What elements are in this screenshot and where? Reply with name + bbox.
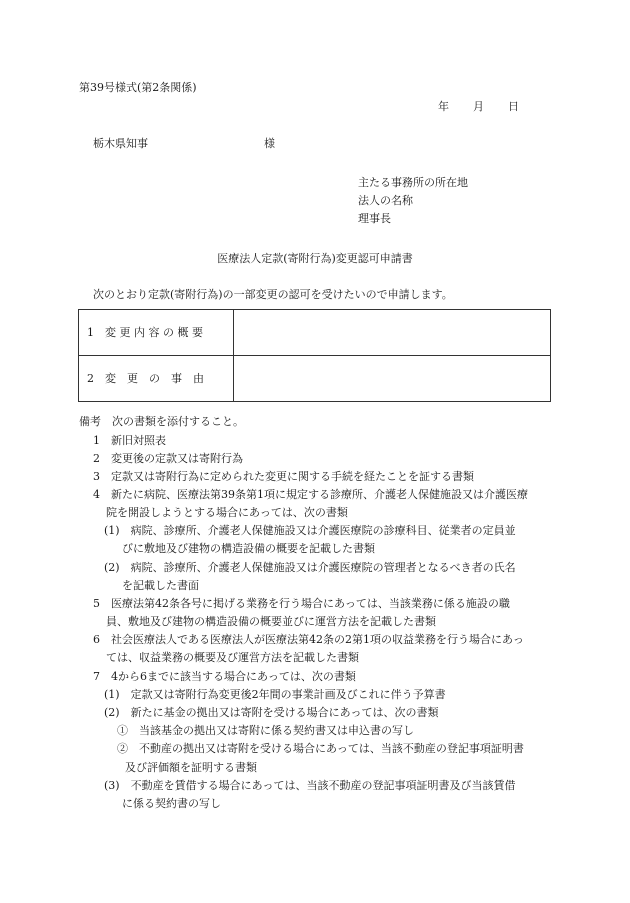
remark-item-3: 3 定款又は寄附行為に定められた変更に関する手続を経たことを証する書類 [93, 470, 474, 483]
addressee: 栃木県知事 [93, 137, 148, 150]
applicant-director-label: 理事長 [358, 212, 391, 225]
applicant-name-label: 法人の名称 [358, 194, 413, 207]
application-table [78, 309, 551, 402]
row-value-change-reason[interactable] [234, 356, 551, 402]
table-row [79, 310, 551, 356]
remark-item-7: 7 4から6までに該当する場合にあっては、次の書類 [93, 670, 356, 683]
remark-item-4-1: (1) 病院、診療所、介護老人保健施設又は介護医療院の診療科目、従業者の定員並 [104, 524, 516, 537]
remark-item-7-3: (3) 不動産を賃借する場合にあっては、当該不動産の登記事項証明書及び当該賃借 [104, 779, 516, 792]
date-day: 日 [508, 100, 519, 113]
row-label-change-reason: 2 変 更 の 事 由 [79, 356, 234, 402]
remark-item-7-2-circled-2: ② 不動産の拠出又は寄附を受ける場合にあっては、当該不動産の登記事項証明書 [117, 742, 524, 755]
remark-item-4: 4 新たに病院、医療法第39条第1項に規定する診療所、介護老人保健施設又は介護医療 [93, 488, 528, 501]
remark-item-7-2-circled-1: ① 当該基金の拠出又は寄附に係る契約書又は申込書の写し [117, 724, 414, 737]
remark-item-7-3-cont: に係る契約書の写し [122, 797, 221, 810]
remark-item-6-cont: ては、収益業務の概要及び運営方法を記載した書類 [106, 651, 359, 664]
remark-item-7-2-circled-2-cont: 及び評価額を証明する書類 [125, 761, 257, 774]
intro-text: 次のとおり定款(寄附行為)の一部変更の認可を受けたいので申請します。 [93, 288, 453, 301]
remark-item-7-2: (2) 新たに基金の拠出又は寄附を受ける場合にあっては、次の書類 [104, 706, 439, 719]
remark-item-2: 2 変更後の定款又は寄附行為 [93, 452, 243, 465]
remark-item-4-2: (2) 病院、診療所、介護老人保健施設又は介護医療院の管理者となるべき者の氏名 [104, 561, 516, 574]
table-row [79, 356, 551, 402]
remarks-heading: 備考 次の書類を添付すること。 [79, 415, 244, 428]
remark-item-6: 6 社会医療法人である医療法人が医療法第42条の2第1項の収益業務を行う場合にあっ [93, 633, 524, 646]
remark-item-5: 5 医療法第42条各号に掲げる業務を行う場合にあっては、当該業務に係る施設の職 [93, 597, 510, 610]
remark-item-4-2-cont: を記載した書面 [122, 579, 199, 592]
applicant-address-label: 主たる事務所の所在地 [358, 176, 468, 189]
form-number: 第39号様式(第2条関係) [79, 81, 197, 94]
remark-item-1: 1 新旧対照表 [93, 434, 166, 447]
remark-item-4-1-cont: びに敷地及び建物の構造設備の概要を記載した書類 [122, 542, 375, 555]
date-line [438, 101, 519, 112]
remark-item-7-1: (1) 定款又は寄附行為変更後2年間の事業計画及びこれに伴う予算書 [104, 688, 446, 701]
row-value-change-summary[interactable] [234, 310, 551, 356]
date-year: 年 [438, 100, 449, 113]
remark-item-4-cont: 院を開設しようとする場合にあっては、次の書類 [106, 506, 348, 519]
date-month: 月 [473, 100, 484, 113]
row-label-change-summary: 1 変 更 内 容 の 概 要 [79, 310, 234, 356]
honorific: 様 [264, 137, 275, 150]
document-title: 医療法人定款(寄附行為)変更認可申請書 [217, 252, 413, 265]
remark-item-5-cont: 員、敷地及び建物の構造設備の概要並びに運営方法を記載した書類 [106, 615, 436, 628]
